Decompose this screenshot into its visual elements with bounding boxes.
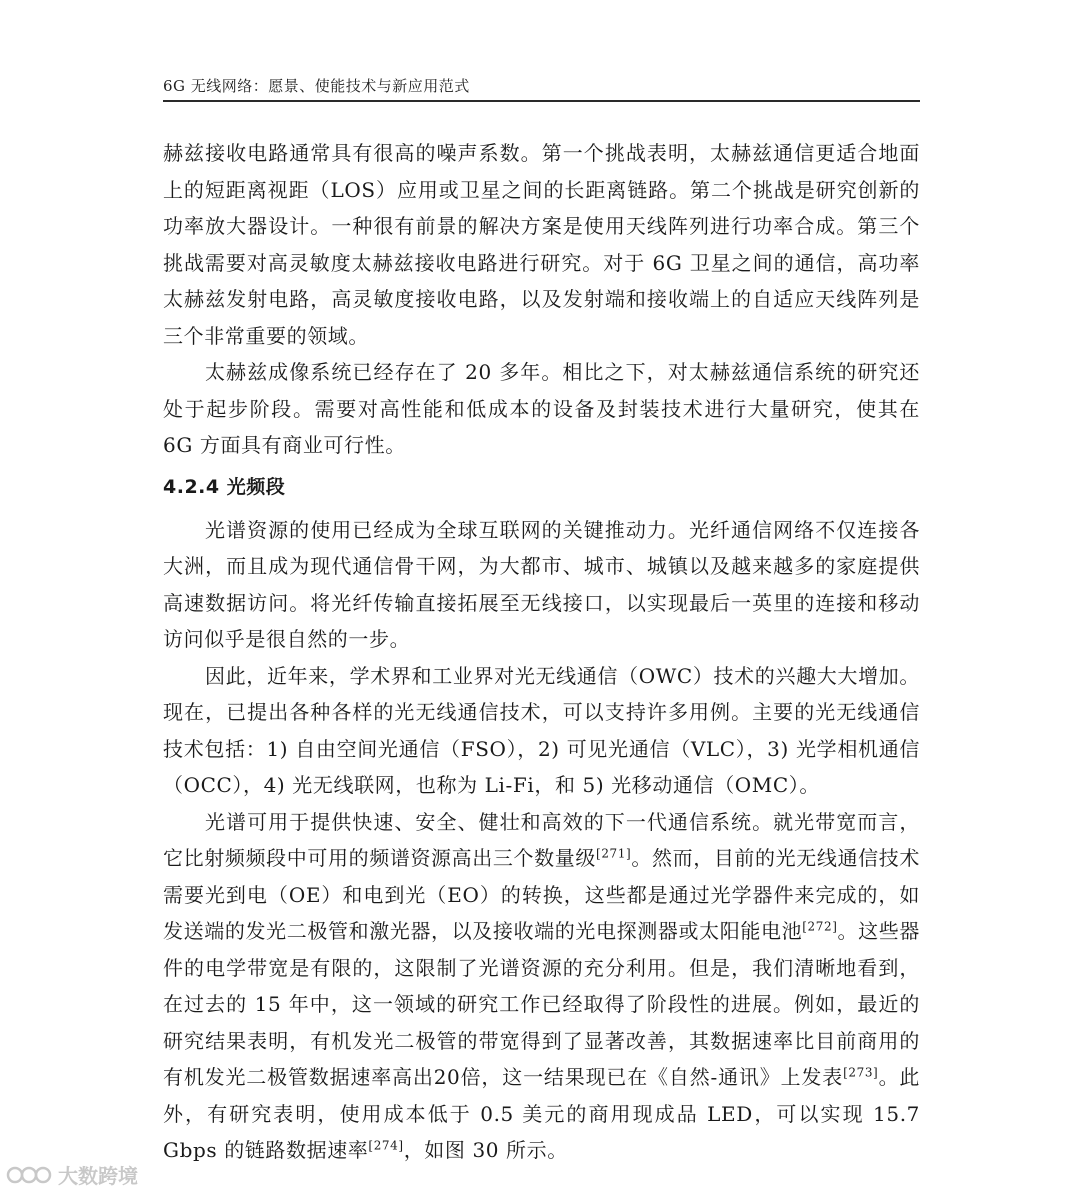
text-run: 。然而，目前的光无线通信技术需要光到电（OE）和电到光（EO）的转换，这些都是通过光学器件来完成的，如发送端的发光二极管和激光器，以及接收端的光电探测器或太阳能电池: [163, 846, 920, 943]
text-run: 光谱可用于提供快速、安全、健壮和高效的下一代通信系统。就光带宽而言，它比射频频段中可用的频谱资源高出三个数量级: [163, 809, 920, 870]
citation-ref: [273]: [843, 1065, 879, 1080]
text-run: 赫兹接收电路通常具有很高的噪声系数。第一个挑战表明，太赫兹通信更适合地面上的短距离视距（LOS）应用或卫星之间的长距离链路。第二个挑战是研究创新的功率放大器设计。一种很有前景的解决方案是使用天线阵列进行功率合成。第三个挑战需要对高灵敏度太赫兹接收电路进行研究。对于 6G 卫星之间的通信，高功率太赫兹发射电路，高灵敏度接收电路，以及发射端和接收端上的自适应天线阵列是三个非常重要的领域。: [163, 141, 920, 348]
paragraph-p5: [163, 804, 920, 1169]
paragraph-p1: [163, 135, 920, 354]
watermark-text: 大数跨境: [58, 1164, 138, 1188]
logo-icon: [6, 1162, 52, 1188]
text-run: 。这些器件的电学带宽是有限的，这限制了光谱资源的充分利用。但是，我们清晰地看到，在过去的 15 年中，这一领域的研究工作已经取得了阶段性的进展。例如，最近的研究结果表明，有机发光二极管的带宽得到了显著改善，其数据速率比目前商用的有机发光二极管数据速率高出20倍，这一结果现已在《自然-通讯》上发表: [163, 919, 920, 1089]
text-run: 因此，近年来，学术界和工业界对光无线通信（OWC）技术的兴趣大大增加。现在，已提出各种各样的光无线通信技术，可以支持许多用例。主要的光无线通信技术包括：1) 自由空间光通信（FSO），2) 可见光通信（VLC），3) 光学相机通信（OCC），4) 光无线联网，也称为 Li-Fi，和 5) 光移动通信（OMC）。: [163, 663, 920, 797]
text-run: 。此外，有研究表明，使用成本低于 0.5 美元的商用现成品 LED，可以实现 15.7 Gbps 的链路数据速率: [163, 1065, 920, 1162]
section-heading: 4.2.4 光频段: [163, 475, 286, 498]
citation-ref: [271]: [596, 846, 632, 861]
text-run: 光谱资源的使用已经成为全球互联网的关键推动力。光纤通信网络不仅连接各大洲，而且成为现代通信骨干网，为大都市、城市、城镇以及越来越多的家庭提供高速数据访问。将光纤传输直接拓展至无线接口，以实现最后一英里的连接和移动访问似乎是很自然的一步。: [163, 517, 920, 651]
text-run: ，如图 30 所示。: [403, 1138, 568, 1162]
citation-ref: [274]: [368, 1138, 404, 1153]
paragraph-p3: [163, 512, 920, 658]
text-run: 太赫兹成像系统已经存在了 20 多年。相比之下，对太赫兹通信系统的研究还处于起步阶段。需要对高性能和低成本的设备及封装技术进行大量研究，使其在 6G 方面具有商业可行性。: [163, 360, 920, 457]
running-header: [163, 76, 920, 96]
watermark: [6, 1160, 138, 1189]
body-text: [163, 135, 920, 1169]
running-header-title: 6G 无线网络：愿景、使能技术与新应用范式: [163, 77, 470, 95]
paragraph-p2: [163, 354, 920, 464]
citation-ref: [272]: [802, 919, 838, 934]
header-rule: [163, 100, 920, 102]
paragraph-p4: [163, 658, 920, 804]
